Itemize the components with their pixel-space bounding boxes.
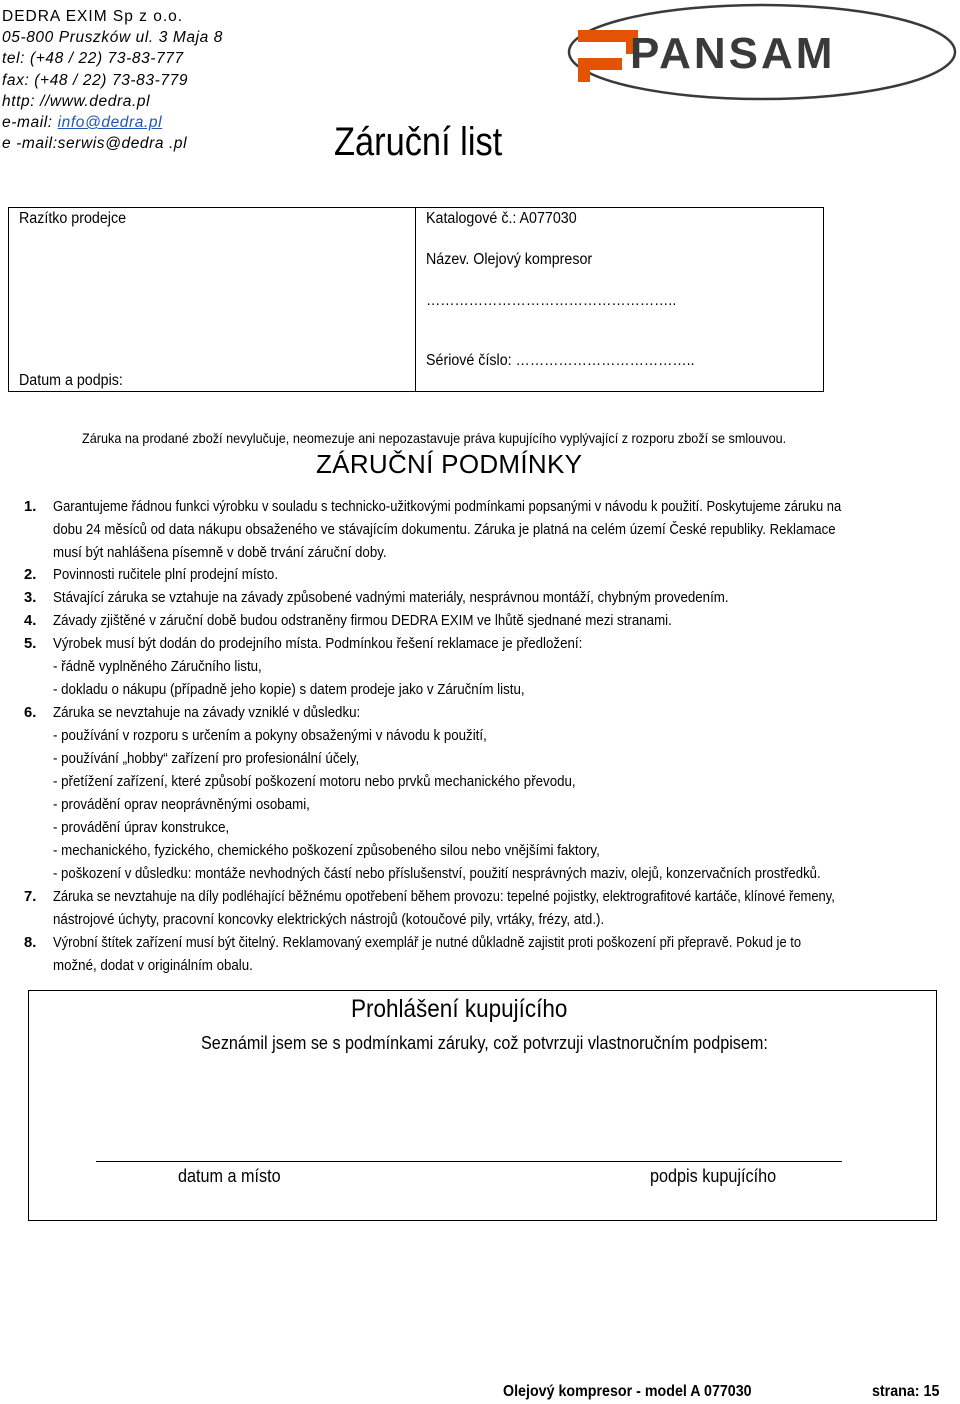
signature-line	[96, 1161, 842, 1162]
condition-text: možné, dodat v originálním obalu.	[53, 958, 253, 974]
condition-text: Záruka se nevztahuje na díly podléhající běžnému opotřebení během provozu: tepelné pojistky, elektrografitové kartáče, klínové řemeny,	[53, 889, 835, 905]
declaration-title: Prohlášení kupujícího	[351, 995, 568, 1023]
catalog-number: Katalogové č.: A077030	[426, 210, 577, 227]
condition-text: nástrojové úchyty, pracovní koncovky elektrických nástrojů (kotoučové pily, vrtáky, frézy, atd.).	[53, 912, 605, 928]
condition-subitem: - přetížení zařízení, které způsobí poškození motoru nebo prvků mechanického převodu,	[53, 774, 576, 790]
company-contact	[2, 6, 223, 154]
footer-page-number: strana: 15	[872, 1383, 940, 1400]
box-divider	[415, 208, 416, 391]
condition-subitem: - poškození v důsledku: montáže nevhodných částí nebo příslušenství, použití nesprávných maziv, olejů, konzervačních prostředků.	[53, 866, 821, 882]
company-web: http: //www.dedra.pl	[2, 92, 151, 110]
date-place-label: datum a místo	[178, 1166, 281, 1186]
company-name: DEDRA EXIM Sp z o.o.	[2, 8, 184, 25]
declaration-text: Seznámil jsem se s podmínkami záruky, což potvrzuji vlastnoručním podpisem:	[201, 1033, 768, 1053]
condition-text: Stávající záruka se vztahuje na závady způsobené vadnými materiály, nesprávnou montáží, chybným provedením.	[53, 590, 729, 606]
condition-subitem: - používání v rozporu s určením a pokyny obsaženými v návodu k použití,	[53, 728, 487, 744]
condition-text: musí být nahlášena písemně v době trvání záruční doby.	[53, 545, 387, 561]
item-number: 1.	[24, 499, 37, 515]
product-info-box	[8, 207, 824, 392]
company-address: 05-800 Pruszków ul. 3 Maja 8	[2, 29, 223, 47]
company-email-service: e -mail:serwis@dedra .pl	[2, 135, 188, 153]
condition-text: dobu 24 měsíců od data nákupu obsaženého ve stávajícím dokumentu. Záruka je platná na celém území České republiky. Reklamace	[53, 522, 836, 538]
item-number: 7.	[24, 889, 37, 905]
condition-subitem: - řádně vyplněného Záručního listu,	[53, 659, 262, 675]
conditions-title: ZÁRUČNÍ PODMÍNKY	[316, 449, 583, 479]
date-signature-label: Datum a podpis:	[19, 372, 123, 389]
item-number: 5.	[24, 636, 37, 652]
item-number: 4.	[24, 613, 37, 629]
item-number: 2.	[24, 567, 37, 583]
condition-subitem: - mechanického, fyzického, chemického poškození způsobeného silou nebo vnějšími faktory,	[53, 843, 600, 859]
condition-subitem: - používání „hobby“ zařízení pro profesionální účely,	[53, 751, 360, 767]
seller-stamp-label: Razítko prodejce	[19, 210, 127, 227]
logo-text: PANSAM	[630, 29, 836, 78]
item-number: 8.	[24, 935, 37, 951]
buyer-signature-label: podpis kupujícího	[650, 1166, 777, 1186]
condition-text: Závady zjištěné v záruční době budou odstraněny firmou DEDRA EXIM ve lhůtě sjednané mezi stranami.	[53, 613, 672, 629]
condition-text: Výrobek musí být dodán do prodejního místa. Podmínkou řešení reklamace je předložení:	[53, 636, 583, 652]
footer-product: Olejový kompresor - model A 077030	[503, 1383, 752, 1400]
condition-text: Garantujeme řádnou funkci výrobku v souladu s technicko-užitkovými podmínkami popsanými v návodu k použití. Poskytujeme záruku na	[53, 499, 842, 515]
company-email	[2, 112, 223, 133]
condition-subitem: - provádění úprav konstrukce,	[53, 820, 230, 836]
product-name: Název. Olejový kompresor	[426, 251, 593, 268]
dotted-line: ……………………………………………..	[426, 292, 677, 309]
item-number: 3.	[24, 590, 37, 606]
condition-text: Povinnosti ručitele plní prodejní místo.	[53, 567, 279, 583]
condition-text: Záruka se nevztahuje na závady vzniklé v důsledku:	[53, 705, 361, 721]
condition-subitem: - dokladu o nákupu (případně jeho kopie) s datem prodeje jako v Záručním listu,	[53, 682, 525, 698]
buyer-declaration-box	[28, 990, 937, 1221]
page-title: Záruční list	[334, 120, 503, 164]
condition-subitem: - provádění oprav neoprávněnými osobami,	[53, 797, 310, 813]
pansam-logo	[566, 2, 958, 102]
email-label: e-mail:	[2, 114, 58, 132]
intro-text: Záruka na prodané zboží nevylučuje, neomezuje ani nepozastavuje práva kupujícího vyplývající z rozporu zboží se smlouvou.	[82, 431, 787, 446]
email-link[interactable]: info@dedra.pl	[57, 114, 163, 132]
condition-text: Výrobní štítek zařízení musí být čitelný. Reklamovaný exemplář je nutné důkladně zajistit proti poškození při přepravě. Pokud je to	[53, 935, 802, 951]
company-fax: fax: (+48 / 22) 73-83-779	[2, 71, 189, 89]
serial-number-field: Sériové číslo: ………………………………..	[426, 352, 695, 369]
item-number: 6.	[24, 705, 37, 721]
company-tel: tel: (+48 / 22) 73-83-777	[2, 50, 184, 68]
